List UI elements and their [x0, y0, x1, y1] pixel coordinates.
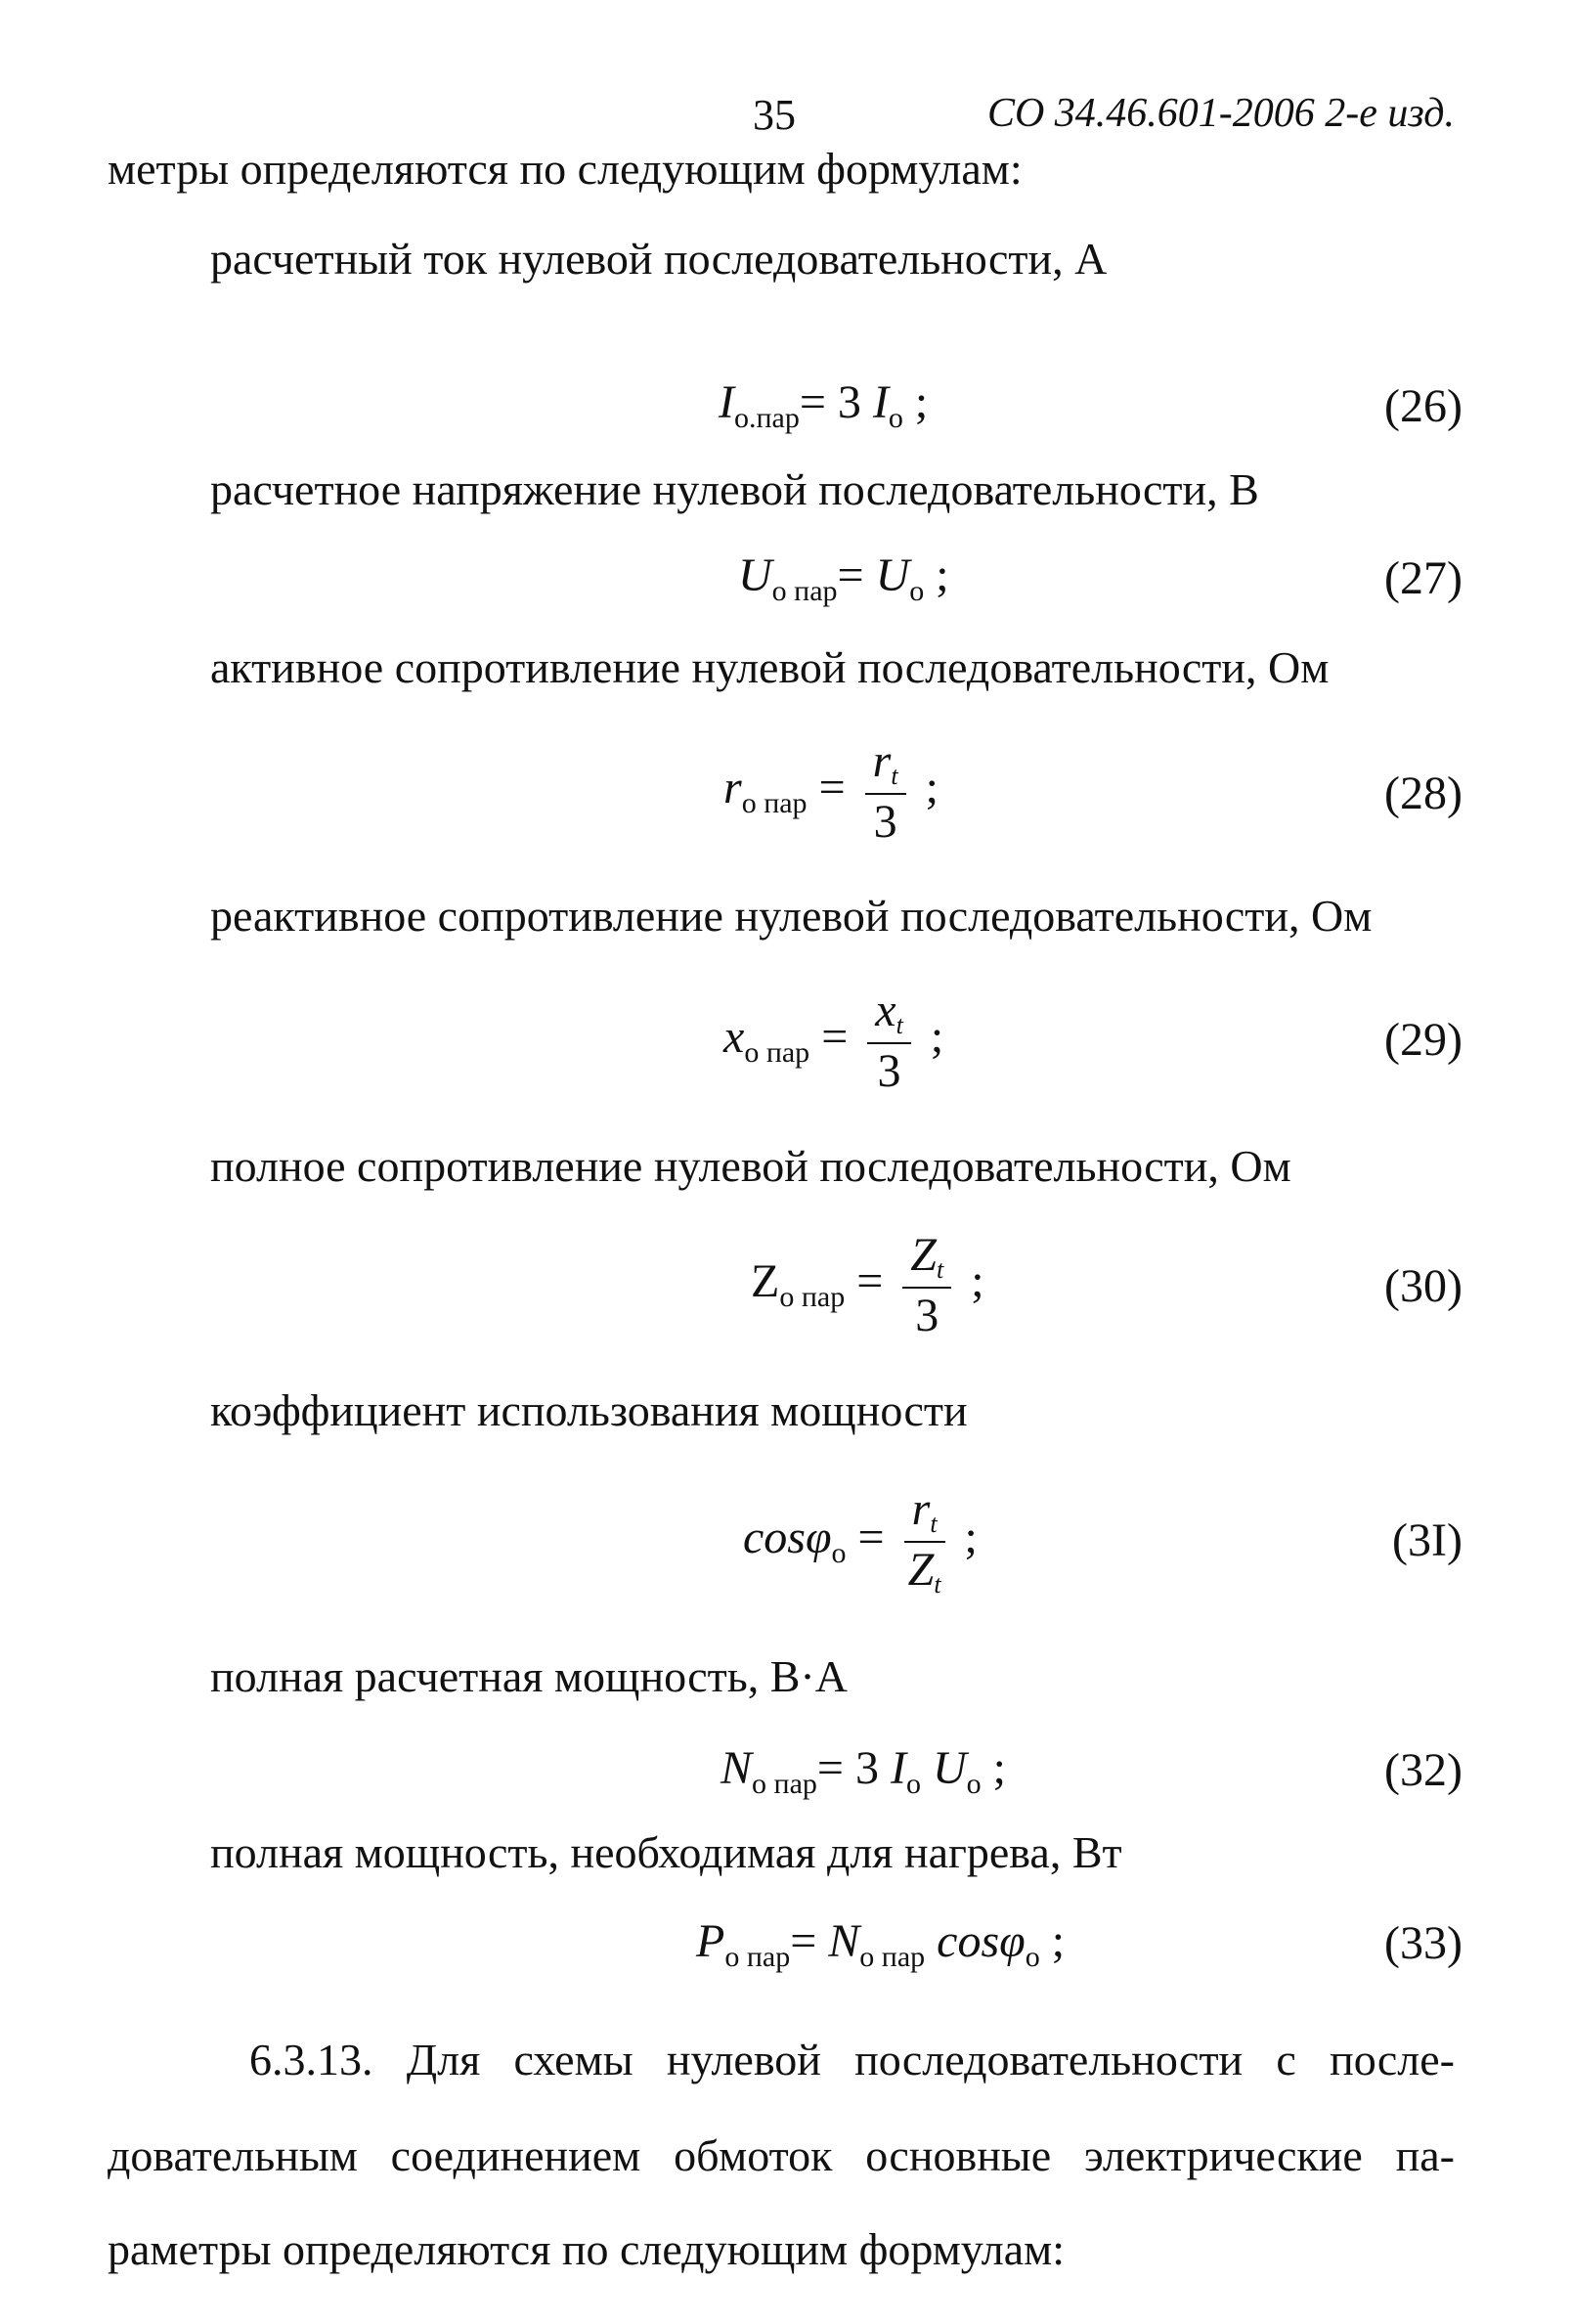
fraction	[904, 1483, 945, 1599]
eq-var: U	[932, 1742, 967, 1794]
text-line: полная мощность, необходимая для нагрева, Вт	[210, 1827, 1122, 1877]
eq-sub: о пар	[744, 1036, 810, 1070]
eq-var: P	[696, 1915, 725, 1967]
eq-var: U	[738, 549, 772, 601]
document-code: СО 34.46.601-2006 2-е изд.	[986, 91, 1455, 136]
eq-var: I	[719, 376, 734, 428]
eq-sub: о пар	[752, 1768, 817, 1800]
eq-var: Z	[751, 1255, 780, 1308]
eq-tail: ;	[981, 1742, 1006, 1794]
eq-tail: ;	[924, 549, 949, 601]
equation-number: (33)	[1384, 1917, 1463, 1969]
eq-var: cosφ	[743, 1512, 832, 1564]
paragraph-line: раметры определяются по следующим формулам:	[108, 2224, 1066, 2274]
eq-var: r	[723, 762, 742, 814]
text-line: полное сопротивление нулевой последовательности, Ом	[210, 1141, 1291, 1191]
eq-op: =	[821, 1011, 849, 1064]
text-line: активное сопротивление нулевой последовательности, Ом	[210, 642, 1330, 692]
equation-number: (32)	[1384, 1744, 1463, 1796]
eq-sub: о	[1025, 1941, 1040, 1973]
eq-op: =	[857, 1512, 885, 1564]
fraction	[902, 1229, 951, 1341]
equation-number: (26)	[1384, 380, 1463, 432]
equation-26	[719, 376, 929, 434]
fraction	[865, 735, 906, 848]
equation-28	[723, 735, 939, 848]
equation-number: (29)	[1384, 1014, 1463, 1066]
fraction-numerator: rt	[904, 1486, 945, 1543]
equation-number: (3I)	[1392, 1514, 1463, 1566]
eq-tail: ;	[971, 1255, 984, 1308]
equation-number: (30)	[1384, 1260, 1463, 1312]
eq-tail: ;	[930, 1011, 944, 1064]
eq-var: I	[890, 1742, 906, 1794]
eq-sub: о.пар	[733, 402, 800, 434]
eq-sub: о пар	[724, 1941, 791, 1973]
text-line: реактивное сопротивление нулевой последовательности, Ом	[210, 891, 1373, 941]
equation-31	[743, 1483, 978, 1599]
fraction-numerator: Zt	[902, 1232, 951, 1289]
text-line: полная расчетная мощность, В·А	[210, 1651, 848, 1701]
fraction-numerator: rt	[865, 738, 906, 795]
text-line: расчетный ток нулевой последовательности, А	[210, 234, 1108, 284]
eq-op: = 3	[799, 376, 873, 428]
equation-number: (28)	[1384, 767, 1463, 819]
equation-29	[723, 987, 943, 1095]
eq-sub: о пар	[741, 787, 808, 820]
eq-tail: ;	[964, 1512, 978, 1564]
eq-sub: о пар	[779, 1281, 846, 1314]
eq-sub: о	[966, 1768, 982, 1800]
eq-var: I	[872, 376, 889, 428]
equation-30	[751, 1229, 984, 1341]
paragraph-line: 6.3.13. Для схемы нулевой последовательности с после-	[249, 2035, 1455, 2084]
eq-tail: ;	[925, 762, 939, 814]
eq-sub: о пар	[859, 1941, 926, 1973]
fraction-numerator: xt	[867, 987, 911, 1044]
eq-op: =	[837, 549, 876, 601]
fraction-denominator: 3	[873, 796, 897, 848]
fraction-denominator: 3	[915, 1290, 939, 1341]
eq-var: U	[875, 549, 910, 601]
eq-var: cosφ	[937, 1915, 1026, 1967]
equation-32	[720, 1742, 1006, 1800]
eq-sub: о	[909, 575, 925, 607]
text-line: коэффициент использования мощности	[210, 1385, 968, 1435]
eq-sub: о	[831, 1537, 847, 1570]
paragraph-line: довательным соединением обмоток основные электрические па-	[108, 2130, 1455, 2180]
eq-sub: о	[905, 1768, 921, 1800]
equation-number: (27)	[1384, 552, 1463, 604]
eq-var: N	[720, 1742, 753, 1794]
eq-tail: ;	[902, 376, 929, 428]
equation-27	[738, 549, 949, 607]
fraction	[867, 987, 911, 1095]
eq-op: = 3	[816, 1742, 891, 1794]
eq-sub: о пар	[771, 575, 838, 607]
eq-op: =	[818, 762, 846, 814]
equation-33	[696, 1915, 1066, 1973]
fraction-denominator: Zt	[907, 1544, 941, 1599]
eq-var: x	[723, 1011, 745, 1064]
text-line: расчетное напряжение нулевой последовательности, В	[210, 464, 1259, 514]
eq-sub: о	[888, 402, 903, 434]
page-number: 35	[753, 91, 796, 139]
eq-op: =	[856, 1255, 884, 1308]
eq-var: N	[828, 1915, 860, 1967]
fraction-denominator: 3	[877, 1045, 901, 1097]
eq-tail: ;	[1039, 1915, 1066, 1967]
text-line: метры определяются по следующим формулам:	[108, 144, 1023, 194]
eq-op: =	[790, 1915, 829, 1967]
